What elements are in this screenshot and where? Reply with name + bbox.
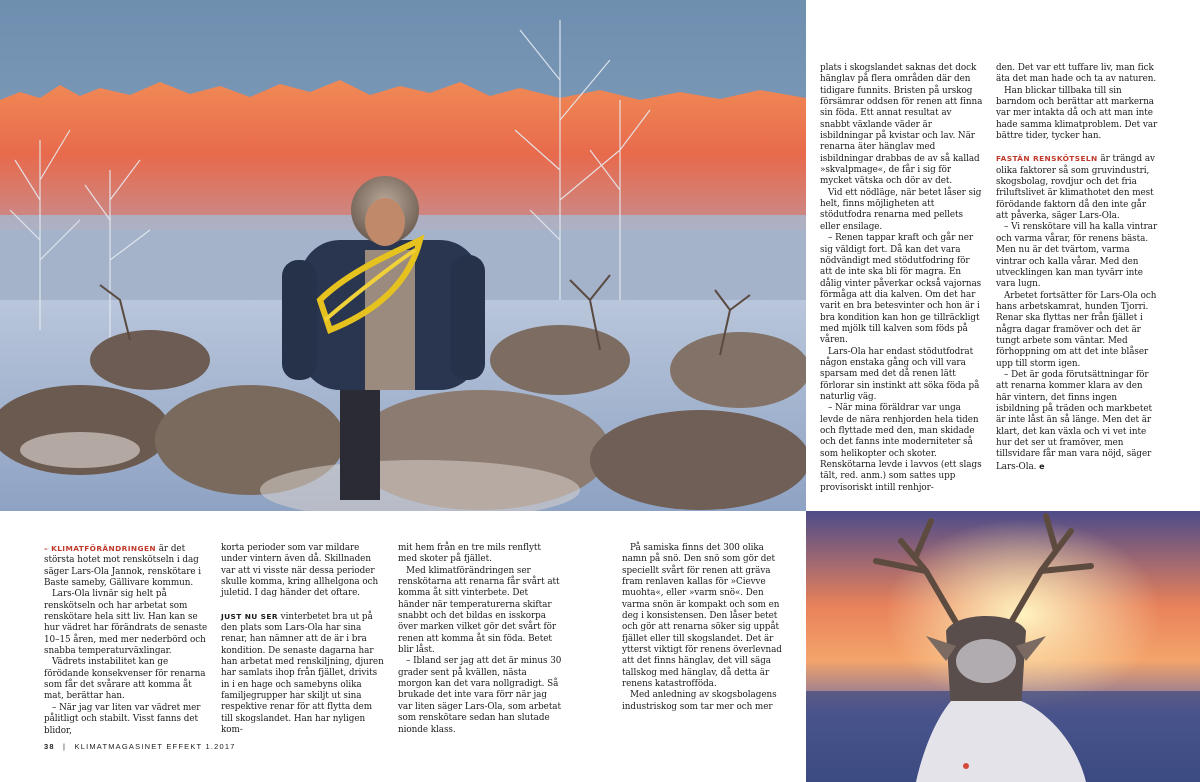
section-lead-in: – KLIMATFÖRÄNDRINGEN xyxy=(44,544,156,553)
footer-separator: | xyxy=(63,742,67,751)
paragraph: JUST NU SER vinterbetet bra ut på den plats som Lars-Ola har sina renar, han nämner att de är i bra kondition. De senaste dagarna har han arbetat med renskiljning, djuren har samlats ihop från fjället, drivits in i en hage och samebyns olika familjegrupper har skiljt ut sina respektive renar för att flytta dem till skogslandet. Han har nyligen kom- xyxy=(221,611,384,736)
paragraph: FASTÄN RENSKÖTSELN är trängd av olika faktorer så som gruvindustri, skogsbolag, rovdjur och det fria friluftslivet är klimathotet den mest förödande faktorn då den inte går att påverka, säger Lars-Ola. xyxy=(996,154,1155,222)
section-lead-in: JUST NU SER xyxy=(221,611,278,621)
publication-name: KLIMATMAGASINET EFFEKT 1.2017 xyxy=(74,742,236,751)
paragraph: – Det är goda förutsättningar för att renarna kommer klara av den här vintern, det finns ingen isbildning på träden och markbetet är inte låst än så länge. Men det är klart, det kan växla och vi vet inte hur det ser ut framöver, men tillsvidare får man vara nöjd, säger Lars-Ola. e xyxy=(996,369,1152,472)
paragraph: Vädrets instabilitet kan ge förödande konsekvenser för renarna som får det svårare att komma åt mat, berättar han. xyxy=(44,657,206,702)
paragraph: den. Det var ett tuffare liv, man fick äta det man hade och ta av naturen. xyxy=(996,63,1157,85)
article-column-top-1 xyxy=(820,63,984,494)
paragraph: Han blickar tillbaka till sin barndom och berättar att markerna var mer intakta då och att man inte hade samma klimatproblem. Det var bättre tider, tycker han. xyxy=(996,85,1158,142)
photo-reindeer-closeup-sunset xyxy=(806,511,1200,782)
article-column-bottom-3 xyxy=(398,543,562,736)
paragraph: Med klimatförändringen ser renskötarna att renarna får svårt att komma åt sitt vinterbete. Det händer när temperaturerna skiftar snabbt och det bildas en isskorpa över marken vilket gör det svårt för renen att komma åt sin föda. Betet blir låst. xyxy=(398,565,560,656)
article-column-bottom-1 xyxy=(44,543,208,737)
paragraph: plats i skogslandet saknas det dock hänglav på flera områden där den tidigare funnits. Bristen på urskog försämrar oddsen för renen att finna sin föda. Ett annat resultat av snabbt växlande väder är isbildningar på kvistar och lav. När renarna äter hänglav med isbildningar drabbas de av så kallad »skvalpmage«, de får i sig för mycket vätska och dör av det. xyxy=(820,63,983,187)
paragraph: – KLIMATFÖRÄNDRINGEN är det största hotet mot renskötseln i dag säger Lars-Ola Jannok, renskötare i Baste sameby, Gällivare kommun. xyxy=(44,544,202,589)
photo-herder-reindeer-winter xyxy=(0,0,806,511)
paragraph: – När jag var liten var vädret mer pålitligt och stabilt. Visst fanns det blidor, xyxy=(44,702,201,736)
end-mark-icon: e xyxy=(1039,461,1045,471)
page-footer xyxy=(44,742,236,751)
page-number: 38 xyxy=(44,742,55,751)
paragraph: Med anledning av skogsbolagens industriskog som tar mer och mer xyxy=(622,690,777,712)
paragraph: På samiska finns det 300 olika namn på snö. Den snö som gör det speciellt svårt för renen att gräva fram renlaven kallas för »Cievve muohta«, eller »varm snö«. Den varma snön är kompakt och som en deg i konsistensen. Den låser betet och gör att renarna söker sig uppåt fjället eller till skogslandet. Det är ytterst viktigt för renens överlevnad att det finns hänglav, det vill säga tallskog med hänglav, då detta är renens katastrofföda. xyxy=(622,543,782,690)
paragraph: Arbetet fortsätter för Lars-Ola och hans arbetskamrat, hunden Tjorri. Renar ska flyttas ner från fjället i några dagar framöver och det är tungt arbete som väntar. Med förhoppning om att det inte blåser upp till storm igen. xyxy=(996,290,1157,369)
paragraph: – Ibland ser jag att det är minus 30 grader sent på kvällen, nästa morgon kan det vara nollgradigt. Så brukade det inte vara förr när jag var liten säger Lars-Ola, som arbetat som renskötare sedan han slutade nionde klass. xyxy=(398,656,562,735)
article-column-bottom-2 xyxy=(221,543,385,737)
paragraph: mit hem från en tre mils renflytt med skoter på fjället. xyxy=(398,543,541,565)
section-lead-in: FASTÄN RENSKÖTSELN xyxy=(996,154,1098,164)
paragraph: Lars-Ola livnär sig helt på renskötseln och har arbetat som renskötare hela sitt liv. Han kan se hur vädret har förändrats de senaste 10–15 åren, med mer nederbörd och snabba temperaturväxlingar. xyxy=(44,589,208,657)
paragraph: – När mina föräldrar var unga levde de nära renhjorden hela tiden och flyttade med den, man skidade och det fanns inte moderniteter så som helikopter och skoter. Renskötarna levde i lavvos (ett slags tält, red. anm.) som sattes upp provisoriskt intill renhjor- xyxy=(820,403,982,493)
paragraph: korta perioder som var mildare under vintern även då. Skillnaden var att vi visste när dessa perioder skulle komma, kring allhelgona och juletid. I dag händer det oftare. xyxy=(221,543,379,599)
article-column-top-2 xyxy=(996,63,1160,473)
article-column-bottom-4 xyxy=(622,543,788,713)
paragraph: – Vi renskötare vill ha kalla vintrar och varma vårar, för renens bästa. Men nu är det tvärtom, varma vintrar och kalla vårar. Med den utvecklingen kan man tyvärr inte vara lugn. xyxy=(996,222,1158,290)
paragraph: Lars-Ola har endast stödutfodrat någon enstaka gång och vill vara sparsam med det då renen lätt förlorar sin instinkt att söka föda på naturlig väg. xyxy=(820,346,980,402)
paragraph: Vid ett nödläge, när betet låser sig helt, finns möjligheten att stödutfodra renarna med pellets eller ensilage. xyxy=(820,187,982,232)
paragraph: – Renen tappar kraft och går ner sig väldigt fort. Då kan det vara nödvändigt med stödutfodring för att de inte ska bli för magra. En dålig vinter påverkar också vajornas förmåga att dia kalven. Om det har varit en bra betesvinter och hon är i bra kondition kan hon ge tillräckligt med mjölk till kalven som föds på våren. xyxy=(820,233,982,346)
